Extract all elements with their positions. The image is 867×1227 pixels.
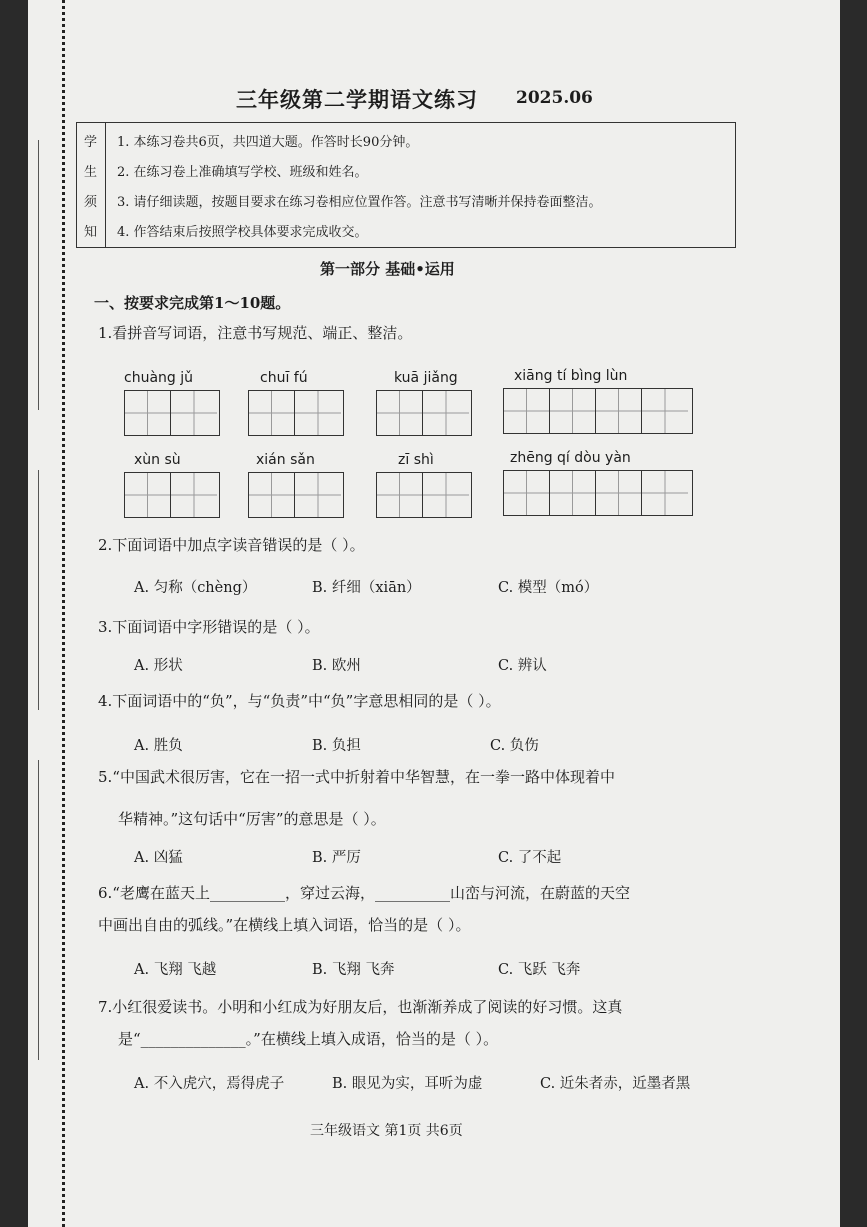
grid-cell[interactable] (377, 473, 423, 517)
option-c[interactable]: C. 负伤 (490, 738, 539, 754)
question-7-line2: 是“______________。”在横线上填入成语，恰当的是（ ）。 (118, 1030, 499, 1048)
question-2: 2.下面词语中加点字读音错误的是（ ）。 (98, 536, 365, 554)
option-b[interactable]: B. 负担 (312, 738, 361, 754)
writing-grid[interactable] (248, 390, 344, 436)
notice-heading-char: 知 (84, 225, 98, 240)
notice-heading (77, 123, 106, 247)
notice-heading-char: 学 (84, 135, 98, 150)
grid-cell[interactable] (504, 389, 550, 433)
option-b[interactable]: B. 纤细（xiān） (312, 580, 421, 596)
option-a[interactable]: A. 匀称（chèng） (134, 580, 257, 596)
question-5-line2: 华精神。”这句话中“厉害”的意思是（ ）。 (118, 810, 386, 828)
option-a[interactable]: A. 凶猛 (134, 850, 183, 866)
pinyin-label: chuàng jǔ (124, 370, 193, 386)
option-a[interactable]: A. 形状 (134, 658, 183, 674)
grid-cell[interactable] (642, 471, 688, 515)
writing-grid[interactable] (248, 472, 344, 518)
option-a[interactable]: A. 飞翔 飞越 (134, 962, 217, 978)
notice-item: 2. 在练习卷上准确填写学校、班级和姓名。 (117, 165, 368, 180)
grid-cell[interactable] (171, 391, 217, 435)
grid-cell[interactable] (550, 471, 596, 515)
grid-cell[interactable] (642, 389, 688, 433)
grid-cell[interactable] (125, 391, 171, 435)
grid-cell[interactable] (171, 473, 217, 517)
grid-cell[interactable] (377, 391, 423, 435)
option-c[interactable]: C. 了不起 (498, 850, 562, 866)
binding-margin (28, 0, 66, 1227)
option-b[interactable]: B. 欧州 (312, 658, 361, 674)
part-title: 第一部分 基础•运用 (320, 260, 455, 278)
grid-cell[interactable] (249, 473, 295, 517)
margin-line (38, 760, 39, 1060)
page-title: 三年级第二学期语文练习 (236, 87, 478, 112)
writing-grid[interactable] (503, 470, 693, 516)
question-7: 7.小红很爱读书。小明和小红成为好朋友后，也渐渐养成了阅读的好习惯。这真 (98, 998, 623, 1016)
notice-item: 1. 本练习卷共6页，共四道大题。作答时长90分钟。 (117, 135, 419, 150)
option-c[interactable]: C. 模型（mó） (498, 580, 599, 596)
notice-heading-char: 须 (84, 195, 98, 210)
question-3: 3.下面词语中字形错误的是（ ）。 (98, 618, 320, 636)
notice-item: 4. 作答结束后按照学校具体要求完成收交。 (117, 225, 368, 240)
notice-heading-char: 生 (84, 165, 98, 180)
writing-grid[interactable] (503, 388, 693, 434)
question-6: 6.“老鹰在蓝天上__________，穿过云海，__________山峦与河流，在蔚蓝的天空 (98, 884, 630, 902)
section-title: 一、按要求完成第1～10题。 (94, 294, 291, 312)
option-a[interactable]: A. 不入虎穴，焉得虎子 (134, 1076, 285, 1092)
pinyin-label: zhēng qí dòu yàn (510, 450, 631, 466)
question-4: 4.下面词语中的“负”，与“负责”中“负”字意思相同的是（ ）。 (98, 692, 501, 710)
writing-grid[interactable] (376, 472, 472, 518)
option-c[interactable]: C. 辨认 (498, 658, 547, 674)
option-c[interactable]: C. 飞跃 飞奔 (498, 962, 581, 978)
margin-line (38, 470, 39, 710)
margin-line (38, 140, 39, 410)
grid-cell[interactable] (504, 471, 550, 515)
student-notice-box (76, 122, 736, 248)
pinyin-label: kuā jiǎng (394, 370, 458, 386)
question-5: 5.“中国武术很厉害，它在一招一式中折射着中华智慧，在一拳一路中体现着中 (98, 768, 615, 786)
option-a[interactable]: A. 胜负 (134, 738, 183, 754)
option-b[interactable]: B. 飞翔 飞奔 (312, 962, 395, 978)
grid-cell[interactable] (423, 391, 469, 435)
grid-cell[interactable] (295, 473, 341, 517)
grid-cell[interactable] (596, 389, 642, 433)
pinyin-label: xùn sù (134, 452, 181, 468)
writing-grid[interactable] (376, 390, 472, 436)
question-6-line2: 中画出自由的弧线。”在横线上填入词语，恰当的是（ ）。 (98, 916, 471, 934)
writing-grid[interactable] (124, 390, 220, 436)
pinyin-label: xiāng tí bìng lùn (514, 368, 628, 384)
pinyin-label: zī shì (398, 452, 434, 468)
pinyin-label: chuī fú (260, 370, 308, 386)
writing-grid[interactable] (124, 472, 220, 518)
grid-cell[interactable] (596, 471, 642, 515)
grid-cell[interactable] (249, 391, 295, 435)
grid-cell[interactable] (550, 389, 596, 433)
binding-dotted-line (62, 0, 65, 1227)
option-c[interactable]: C. 近朱者赤，近墨者黑 (540, 1076, 691, 1092)
pinyin-label: xián sǎn (256, 452, 315, 468)
question-1: 1.看拼音写词语，注意书写规范、端正、整洁。 (98, 324, 413, 342)
notice-item: 3. 请仔细读题，按题目要求在练习卷相应位置作答。注意书写清晰并保持卷面整洁。 (117, 195, 602, 210)
grid-cell[interactable] (295, 391, 341, 435)
option-b[interactable]: B. 严厉 (312, 850, 361, 866)
exam-date: 2025.06 (516, 88, 593, 108)
grid-cell[interactable] (125, 473, 171, 517)
grid-cell[interactable] (423, 473, 469, 517)
option-b[interactable]: B. 眼见为实，耳听为虚 (332, 1076, 483, 1092)
page-footer: 三年级语文 第1页 共6页 (310, 1123, 463, 1139)
